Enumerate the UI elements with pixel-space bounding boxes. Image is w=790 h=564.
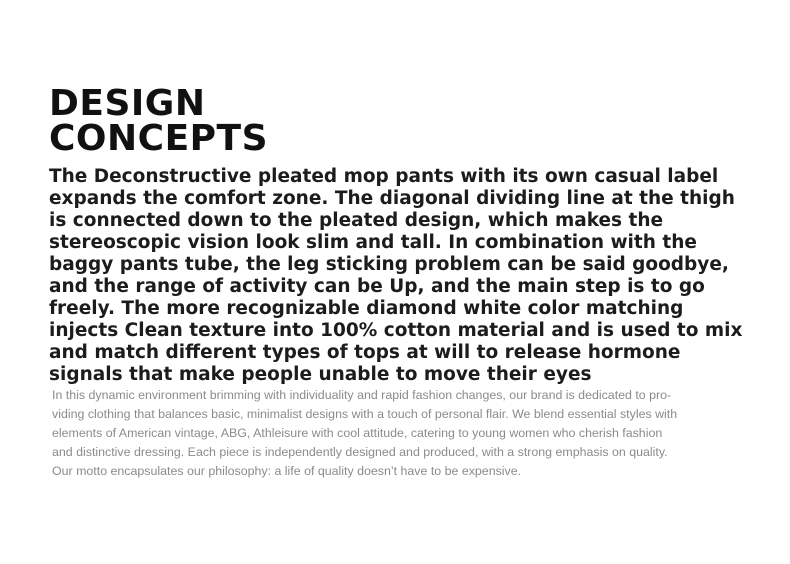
- lead-paragraph: [49, 166, 743, 386]
- caption-line: In this dynamic environment brimming with individuality and rapid fashion changes, our brand is dedicated to pro-: [52, 388, 672, 402]
- caption-line: Our motto encapsulates our philosophy: a life of quality doesn’t have to be expensive.: [52, 464, 522, 478]
- brand-description: [52, 386, 752, 481]
- lead-line: expands the comfort zone. The diagonal dividing line at the thigh: [49, 188, 735, 209]
- caption-line: viding clothing that balances basic, minimalist designs with a touch of personal flair. We blend essential styles with: [52, 407, 678, 421]
- lead-line: stereoscopic vision look slim and tall. In combination with the: [49, 232, 697, 253]
- title-line: CONCEPTS: [49, 118, 269, 159]
- lead-line: baggy pants tube, the leg sticking problem can be said goodbye,: [49, 254, 729, 275]
- caption-line: elements of American vintage, ABG, Athleisure with cool attitude, catering to young women who cherish fashion: [52, 426, 663, 440]
- lead-line: is connected down to the pleated design, which makes the: [49, 210, 664, 231]
- lead-line: freely. The more recognizable diamond white color matching: [49, 298, 684, 319]
- title-line: DESIGN: [49, 83, 206, 124]
- lead-line: The Deconstructive pleated mop pants with its own casual label: [49, 166, 719, 187]
- lead-line: signals that make people unable to move their eyes: [49, 364, 592, 385]
- lead-line: and match different types of tops at will to release hormone: [49, 342, 681, 363]
- page-title: [49, 83, 409, 159]
- lead-line: injects Clean texture into 100% cotton material and is used to mix: [49, 320, 743, 341]
- caption-line: and distinctive dressing. Each piece is independently designed and produced, with a strong emphasis on quality.: [52, 445, 668, 459]
- lead-line: and the range of activity can be Up, and the main step is to go: [49, 276, 705, 297]
